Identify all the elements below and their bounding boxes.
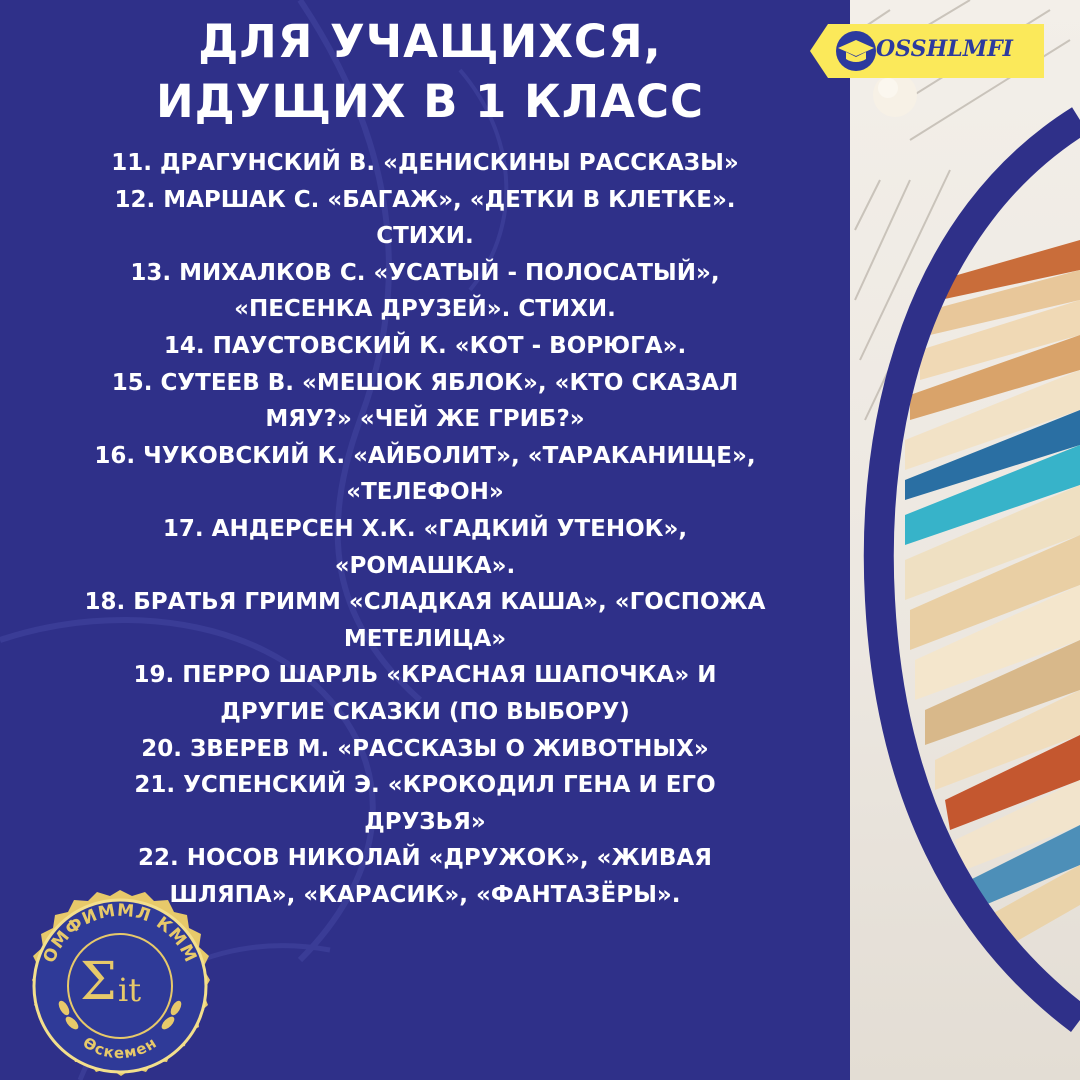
list-item-text: «РОМАШКА». [334,552,516,579]
list-item-text: ШЛЯПА», «КАРАСИК», «ФАНТАЗЁРЫ». [169,881,681,908]
brand-badge [808,20,1048,82]
list-item [20,584,830,657]
list-item [20,657,830,730]
list-item [20,731,830,768]
list-item [20,511,830,584]
list-item [20,328,830,365]
list-item-text: «ПЕСЕНКА ДРУЗЕЙ». СТИХИ. [234,296,616,323]
list-item-text: ДРУГИЕ СКАЗКИ (ПО ВЫБОРУ) [220,698,630,725]
list-item [20,767,830,840]
list-item-text: 20. ЗВЕРЕВ М. «РАССКАЗЫ О ЖИВОТНЫХ» [141,735,709,762]
list-item-text: 11. ДРАГУНСКИЙ В. «ДЕНИСКИНЫ РАССКАЗЫ» [111,150,739,176]
list-item [20,182,830,255]
list-item [20,438,830,511]
list-item-text: «ТЕЛЕФОН» [346,479,504,506]
seal-emblem [80,946,160,1026]
list-item-text: 17. АНДЕРСЕН Х.К. «ГАДКИЙ УТЕНОК», [162,515,688,542]
sigma-symbol: Σ [80,952,117,1012]
books-illustration [850,0,1080,1080]
list-item-text: МЕТЕЛИЦА» [343,625,507,652]
list-item-text: 21. УСПЕНСКИЙ Э. «КРОКОДИЛ ГЕНА И ЕГО [134,772,716,799]
title-line-2: ИДУЩИХ В 1 КЛАСС [155,75,705,128]
list-item-text: МЯУ?» «ЧЕЙ ЖЕ ГРИБ?» [265,406,585,433]
books-photo [850,0,1080,1080]
list-item-text: 19. ПЕРРО ШАРЛЬ «КРАСНАЯ ШАПОЧКА» И [133,662,717,689]
list-item-text: 22. НОСОВ НИКОЛАЙ «ДРУЖОК», «ЖИВАЯ [138,845,712,872]
list-item-text: ДРУЗЬЯ» [364,808,486,835]
school-seal [22,888,218,1080]
list-item-text: 13. МИХАЛКОВ С. «УСАТЫЙ - ПОЛОСАТЫЙ», [130,259,720,286]
list-item [20,145,830,182]
seal-emblem-text: it [118,971,142,1009]
list-item-text: 18. БРАТЬЯ ГРИММ «СЛАДКАЯ КАША», «ГОСПОЖА [84,589,766,616]
list-item [20,255,830,328]
book-list [20,145,830,913]
seal-bottom-text: Өскемен [79,1033,161,1063]
list-item [20,365,830,438]
list-item-text: 12. МАРШАК С. «БАГАЖ», «ДЕТКИ В КЛЕТКЕ». [114,186,736,213]
list-item-text: 15. СУТЕЕВ В. «МЕШОК ЯБЛОК», «КТО СКАЗАЛ [111,369,739,396]
brand-name: OSSHLMFI [876,36,1013,62]
list-item-text: СТИХИ. [376,223,474,250]
list-item-text: 14. ПАУСТОВСКИЙ К. «КОТ - ВОРЮГА». [163,332,687,359]
list-item-text: 16. ЧУКОВСКИЙ К. «АЙБОЛИТ», «ТАРАКАНИЩЕ», [94,442,756,469]
page-title [40,12,820,132]
graduation-cap-icon [836,31,876,71]
title-line-1: ДЛЯ УЧАЩИХСЯ, [198,15,662,68]
seal-top-text: ОМФИММЛ КММ [39,900,201,967]
